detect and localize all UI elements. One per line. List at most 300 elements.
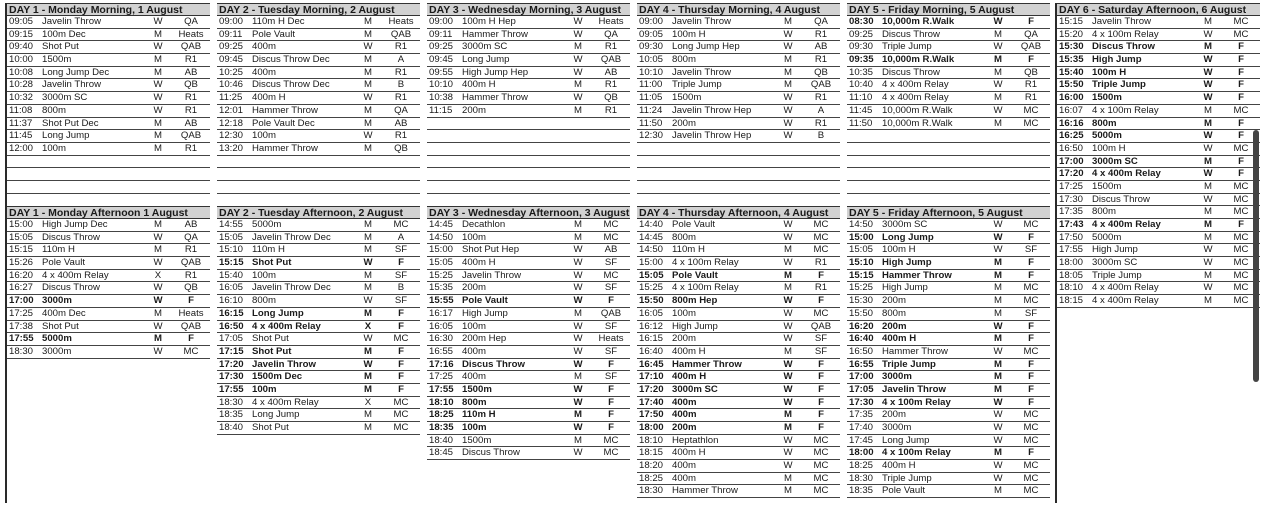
time-cell: 17:35	[849, 409, 874, 421]
schedule-row	[847, 308, 1050, 321]
time-cell: 12:18	[219, 117, 244, 129]
stage-cell: QB	[184, 79, 198, 91]
schedule-row	[7, 156, 210, 169]
event-cell: 4 x 100m Relay	[882, 447, 951, 459]
event-cell: 400m	[672, 472, 696, 484]
schedule-row	[847, 16, 1050, 29]
schedule-row	[637, 371, 840, 384]
time-cell: 18:20	[639, 460, 664, 472]
schedule-row	[7, 130, 210, 143]
event-cell: 1500m	[1092, 180, 1122, 192]
stage-cell: MC	[393, 409, 409, 421]
time-cell: 17:40	[849, 422, 874, 433]
session-table	[7, 206, 210, 359]
event-cell: 4 x 400m Relay	[1092, 168, 1161, 180]
session-table	[637, 206, 840, 498]
event-cell: Shot Put Dec	[42, 117, 99, 129]
gender-cell: W	[573, 422, 583, 433]
stage-cell: F	[1028, 257, 1034, 269]
time-cell: 09:45	[219, 54, 244, 66]
event-cell: 3000m	[882, 422, 912, 433]
event-cell: 400m	[462, 371, 486, 383]
time-cell: 15:05	[849, 244, 874, 256]
session-table	[427, 206, 630, 460]
stage-cell: MC	[1023, 345, 1039, 357]
time-cell: 16:00	[1059, 92, 1084, 104]
gender-cell: M	[364, 54, 372, 66]
event-cell: 400m	[672, 409, 697, 421]
event-cell: Javelin Throw	[252, 358, 316, 370]
schedule-row	[1057, 41, 1260, 54]
time-cell: 18:45	[429, 447, 454, 459]
schedule-row	[847, 41, 1050, 54]
schedule-row	[427, 321, 630, 334]
schedule-row	[427, 295, 630, 308]
schedule-row	[1057, 79, 1260, 92]
stage-cell: SF	[814, 333, 828, 345]
gender-cell: M	[364, 282, 372, 294]
gender-cell: W	[573, 257, 583, 269]
session-header: DAY 1 - Monday Afternoon 1 August	[7, 206, 210, 219]
time-cell: 17:25	[9, 307, 34, 319]
session-header: DAY 1 - Monday Morning, 1 August	[7, 3, 210, 16]
schedule-row	[637, 409, 840, 422]
schedule-row	[427, 130, 630, 143]
time-cell: 11:00	[639, 79, 663, 91]
event-cell: Hammer Throw	[252, 142, 318, 154]
gender-cell: M	[784, 66, 792, 78]
schedule-row	[637, 244, 840, 257]
stage-cell: F	[1238, 155, 1244, 167]
stage-cell: QA	[1024, 28, 1038, 40]
time-cell: 18:35	[219, 409, 244, 421]
schedule-row	[637, 41, 840, 54]
time-cell: 13:20	[219, 142, 244, 154]
schedule-row	[847, 460, 1050, 473]
time-cell: 11:08	[9, 104, 33, 116]
event-cell: 100m	[462, 231, 486, 243]
schedule-row	[427, 79, 630, 92]
event-cell: 400m	[252, 41, 276, 53]
schedule-row	[637, 359, 840, 372]
event-cell: 200m Hep	[462, 333, 507, 345]
gender-cell: M	[364, 117, 372, 129]
time-cell: 18:35	[849, 485, 874, 497]
time-cell: 10:35	[849, 66, 874, 78]
schedule-row	[847, 232, 1050, 245]
schedule-row	[217, 308, 420, 321]
time-cell: 16:10	[219, 295, 244, 307]
gender-cell: M	[784, 16, 792, 27]
event-cell: 3000m	[882, 371, 912, 383]
event-cell: 400m H	[252, 92, 286, 104]
event-cell: 10,000m R.Walk	[882, 16, 955, 27]
stage-cell: MC	[813, 244, 829, 256]
schedule-row	[847, 130, 1050, 143]
time-cell: 15:15	[849, 269, 874, 281]
event-cell: 3000m	[42, 295, 72, 307]
schedule-row	[427, 257, 630, 270]
schedule-row	[1057, 156, 1260, 169]
gender-cell: W	[1203, 282, 1213, 294]
gender-cell: M	[364, 231, 372, 243]
time-cell: 15:15	[9, 244, 34, 256]
stage-cell: MC	[1023, 104, 1039, 116]
gender-cell: M	[994, 333, 1002, 345]
schedule-row	[217, 232, 420, 245]
event-cell: 4 x 400m Relay	[42, 269, 109, 281]
schedule-row	[637, 422, 840, 435]
stage-cell: MC	[393, 396, 409, 408]
gender-cell: M	[994, 117, 1002, 129]
stage-cell: QAB	[810, 79, 832, 91]
time-cell: 09:30	[639, 41, 664, 53]
time-cell: 14:50	[639, 244, 664, 256]
schedule-row	[217, 168, 420, 181]
event-cell: 3000m SC	[1092, 155, 1138, 167]
schedule-row	[7, 244, 210, 257]
schedule-row	[217, 346, 420, 359]
schedule-row	[847, 435, 1050, 448]
time-cell: 15:25	[849, 282, 874, 294]
gender-cell: W	[363, 130, 373, 142]
stage-cell: F	[608, 295, 614, 307]
event-cell: 800m	[462, 396, 487, 408]
schedule-row	[217, 29, 420, 42]
time-cell: 18:10	[639, 434, 664, 446]
stage-cell: MC	[1233, 206, 1249, 218]
schedule-row	[427, 156, 630, 169]
event-cell: 400m H	[882, 333, 917, 345]
schedule-row	[217, 333, 420, 346]
gender-cell: W	[363, 358, 373, 370]
time-cell: 14:45	[639, 231, 664, 243]
event-cell: Pole Vault	[42, 257, 86, 269]
time-cell: 15:20	[1059, 28, 1084, 40]
schedule-row	[637, 346, 840, 359]
event-cell: Discus Throw	[882, 66, 940, 78]
time-cell: 15:00	[429, 244, 454, 256]
time-cell: 11:05	[639, 92, 663, 104]
event-cell: 100m	[42, 142, 66, 154]
stage-cell: QA	[604, 28, 618, 40]
event-cell: Shot Put	[42, 41, 79, 53]
time-cell: 18:10	[429, 396, 454, 408]
schedule-row	[427, 447, 630, 460]
stage-cell: QAB	[1020, 41, 1042, 53]
gender-cell: M	[994, 485, 1002, 497]
gender-cell: M	[364, 66, 372, 78]
gender-cell: W	[153, 282, 163, 294]
event-cell: High Jump	[1092, 244, 1138, 256]
time-cell: 18:25	[639, 472, 664, 484]
session-table	[7, 3, 210, 194]
time-cell: 18:15	[639, 447, 664, 459]
gender-cell: M	[784, 79, 792, 91]
schedule-row	[427, 409, 630, 422]
event-cell: 200m	[672, 333, 696, 345]
event-cell: Shot Put	[42, 320, 79, 332]
schedule-row	[847, 105, 1050, 118]
event-cell: 4 x 400m Relay	[252, 320, 321, 332]
schedule-row	[427, 67, 630, 80]
gender-cell: W	[1203, 142, 1213, 154]
schedule-row	[7, 270, 210, 283]
gender-cell: M	[1204, 206, 1212, 218]
time-cell: 12:30	[639, 130, 664, 142]
time-cell: 16:16	[1059, 117, 1084, 129]
stage-cell: Heats	[178, 307, 204, 319]
gender-cell: W	[993, 320, 1003, 332]
event-cell: Discus Throw	[1092, 193, 1150, 205]
gender-cell: M	[364, 79, 372, 91]
event-cell: Long Jump	[882, 231, 934, 243]
gender-cell: M	[154, 142, 162, 154]
event-cell: 100m	[672, 307, 696, 319]
stage-cell: F	[1238, 130, 1244, 142]
time-cell: 16:55	[849, 358, 874, 370]
schedule-row	[847, 371, 1050, 384]
time-cell: 18:35	[429, 422, 454, 433]
schedule-row	[427, 92, 630, 105]
time-cell: 17:20	[219, 358, 244, 370]
stage-cell: F	[398, 383, 404, 395]
schedule-row	[427, 219, 630, 232]
event-cell: 3000m SC	[882, 219, 928, 230]
schedule-row	[427, 143, 630, 156]
stage-cell: MC	[1233, 244, 1249, 256]
stage-cell: F	[608, 409, 614, 421]
schedule-row	[637, 295, 840, 308]
schedule-row	[427, 333, 630, 346]
event-cell: Pole Vault	[882, 485, 926, 497]
stage-cell: F	[1238, 54, 1244, 66]
gender-cell: W	[153, 79, 163, 91]
stage-cell: MC	[813, 434, 829, 446]
stage-cell: MC	[1233, 16, 1249, 27]
event-cell: 3000m SC	[672, 383, 718, 395]
stage-cell: F	[1028, 447, 1034, 459]
gender-cell: M	[154, 333, 162, 345]
schedule-row	[847, 295, 1050, 308]
schedule-row	[637, 257, 840, 270]
gender-cell: M	[994, 257, 1002, 269]
stage-cell: F	[818, 295, 824, 307]
stage-cell: F	[1238, 92, 1244, 104]
time-cell: 11:10	[849, 92, 873, 104]
event-cell: Long Jump	[252, 307, 304, 319]
event-cell: 110m H	[672, 244, 705, 256]
stage-cell: F	[1028, 231, 1034, 243]
schedule-row	[7, 181, 210, 194]
gender-cell: W	[993, 460, 1003, 472]
gender-cell: M	[574, 41, 582, 53]
gender-cell: M	[574, 104, 582, 116]
time-cell: 17:55	[1059, 244, 1084, 256]
event-cell: 110m H	[462, 409, 496, 421]
schedule-row	[217, 118, 420, 131]
time-cell: 15:05	[639, 269, 664, 281]
event-cell: Discus Throw	[462, 358, 525, 370]
time-cell: 17:00	[849, 371, 874, 383]
event-cell: Hammer Throw	[672, 485, 738, 497]
time-cell: 09:40	[9, 41, 34, 53]
event-cell: 800m Hep	[672, 295, 718, 307]
schedule-row	[637, 282, 840, 295]
time-cell: 10:46	[219, 79, 244, 91]
gender-cell: W	[153, 320, 163, 332]
gender-cell: M	[784, 409, 792, 421]
schedule-row	[217, 409, 420, 422]
schedule-row	[7, 168, 210, 181]
schedule-row	[637, 447, 840, 460]
time-cell: 10:32	[9, 92, 34, 104]
stage-cell: F	[1028, 269, 1034, 281]
gender-cell: M	[784, 244, 792, 256]
gender-cell: W	[153, 16, 163, 27]
event-cell: 400m H	[462, 257, 496, 269]
scrollbar-thumb[interactable]	[1253, 130, 1259, 382]
schedule-row	[1057, 244, 1260, 257]
schedule-row	[847, 384, 1050, 397]
event-cell: 10,000m R.Walk	[882, 117, 953, 129]
event-cell: Triple Jump	[672, 79, 722, 91]
schedule-row	[637, 181, 840, 194]
time-cell: 16:40	[849, 333, 874, 345]
schedule-row	[637, 16, 840, 29]
schedule-row	[217, 16, 420, 29]
schedule-row	[637, 397, 840, 410]
gender-cell: M	[994, 383, 1002, 395]
time-cell: 10:40	[849, 79, 874, 91]
schedule-row	[427, 371, 630, 384]
event-cell: 1500m	[1092, 92, 1122, 104]
stage-cell: R1	[1024, 79, 1038, 91]
event-cell: 110m H Dec	[252, 16, 305, 27]
event-cell: 200m	[462, 104, 486, 116]
schedule-row	[1057, 295, 1260, 308]
event-cell: Triple Jump	[882, 358, 936, 370]
gender-cell: M	[784, 485, 792, 497]
schedule-row	[427, 270, 630, 283]
gender-cell: W	[993, 219, 1003, 230]
stage-cell: MC	[813, 472, 829, 484]
schedule-row	[217, 181, 420, 194]
gender-cell: M	[364, 409, 372, 421]
gender-cell: W	[153, 231, 163, 243]
gender-cell: W	[783, 92, 793, 104]
event-cell: Hammer Throw	[882, 269, 952, 281]
stage-cell: MC	[813, 460, 829, 472]
schedule-row	[1057, 232, 1260, 245]
event-cell: 3000m	[42, 345, 72, 357]
time-cell: 15:00	[849, 231, 874, 243]
event-cell: 4 x 100m Relay	[1092, 104, 1159, 116]
time-cell: 09:25	[219, 41, 244, 53]
stage-cell: QB	[604, 92, 618, 104]
gender-cell: W	[783, 41, 793, 53]
schedule-row	[427, 181, 630, 194]
stage-cell: SF	[394, 295, 408, 307]
event-cell: 5000m	[1092, 231, 1122, 243]
event-cell: 10,000m R.Walk	[882, 54, 955, 66]
event-cell: Discus Throw	[42, 282, 100, 294]
stage-cell: SF	[394, 269, 408, 281]
stage-cell: F	[818, 358, 824, 370]
schedule-row	[7, 321, 210, 334]
schedule-row	[7, 29, 210, 42]
stage-cell: Heats	[388, 16, 414, 27]
event-cell: 200m	[672, 117, 696, 129]
schedule-row	[1057, 282, 1260, 295]
stage-cell: R1	[604, 79, 618, 91]
schedule-row	[847, 118, 1050, 131]
stage-cell: F	[1238, 117, 1244, 129]
time-cell: 17:43	[1059, 219, 1084, 230]
schedule-row	[847, 473, 1050, 486]
schedule-row	[7, 346, 210, 359]
event-cell: 400m H	[462, 79, 496, 91]
stage-cell: R1	[394, 41, 408, 53]
gender-cell: M	[994, 447, 1002, 459]
stage-cell: MC	[1023, 219, 1039, 230]
gender-cell: W	[1203, 54, 1213, 66]
schedule-row	[427, 397, 630, 410]
time-cell: 10:10	[639, 66, 664, 78]
schedule-row	[7, 67, 210, 80]
schedule-row	[637, 67, 840, 80]
event-cell: Javelin Throw Hep	[672, 104, 752, 116]
stage-cell: R1	[394, 66, 408, 78]
gender-cell: W	[363, 295, 373, 307]
schedule-row	[427, 232, 630, 245]
schedule-row	[427, 384, 630, 397]
schedule-row	[847, 359, 1050, 372]
gender-cell: M	[364, 219, 372, 230]
stage-cell: F	[818, 409, 824, 421]
time-cell: 17:55	[9, 333, 34, 345]
gender-cell: W	[993, 409, 1003, 421]
schedule-row	[1057, 168, 1260, 181]
stage-cell: SF	[814, 345, 828, 357]
time-cell: 16:05	[219, 282, 244, 294]
time-cell: 16:05	[429, 320, 454, 332]
time-cell: 17:00	[1059, 155, 1084, 167]
schedule-row	[637, 219, 840, 232]
time-cell: 15:30	[849, 295, 874, 307]
gender-cell: W	[783, 383, 793, 395]
event-cell: 4 x 400m Relay	[882, 79, 949, 91]
event-cell: 200m	[882, 409, 906, 421]
schedule-row	[637, 435, 840, 448]
event-cell: Heptathlon	[672, 434, 719, 446]
gender-cell: M	[994, 307, 1002, 319]
gender-cell: W	[1203, 257, 1213, 269]
stage-cell: F	[1028, 320, 1034, 332]
gender-cell: W	[993, 345, 1003, 357]
gender-cell: M	[1204, 16, 1212, 27]
schedule-row	[637, 29, 840, 42]
gender-cell: W	[573, 447, 583, 459]
gender-cell: X	[364, 396, 372, 408]
event-cell: Triple Jump	[882, 472, 932, 484]
stage-cell: QA	[184, 16, 198, 27]
stage-cell: F	[818, 422, 824, 433]
event-cell: Javelin Throw Dec	[252, 231, 331, 243]
time-cell: 15:25	[429, 269, 454, 281]
gender-cell: W	[783, 295, 793, 307]
event-cell: Shot Put	[252, 333, 289, 345]
